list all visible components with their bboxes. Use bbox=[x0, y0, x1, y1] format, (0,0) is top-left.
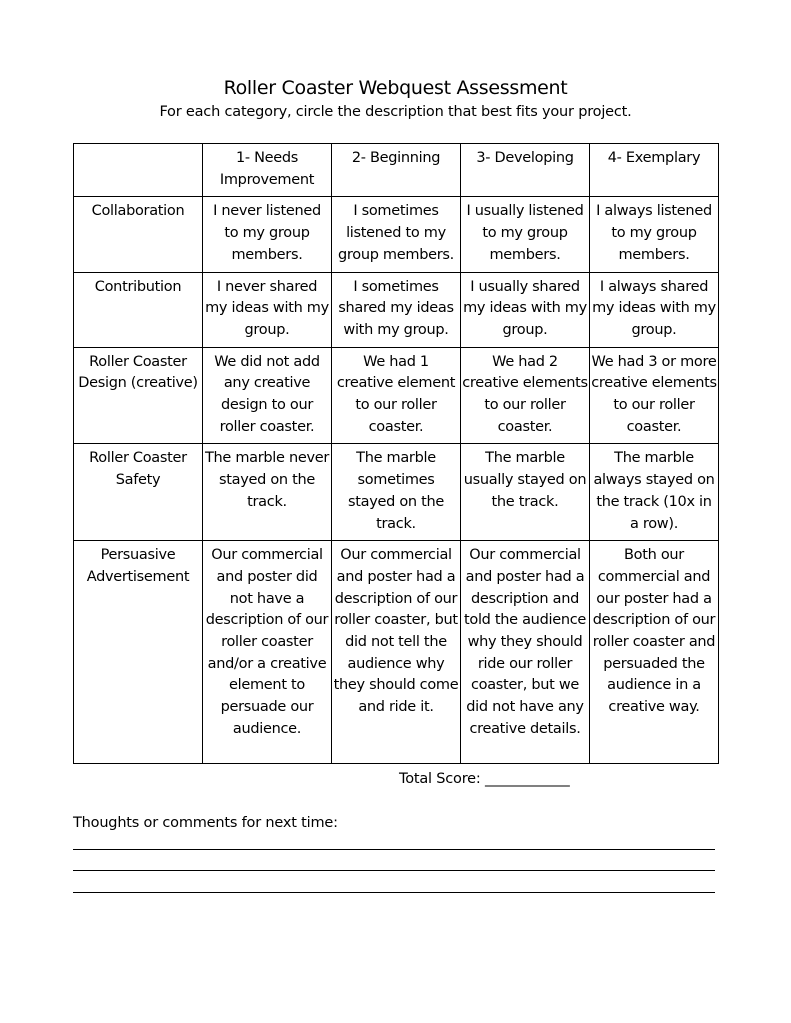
rubric-cell[interactable]: We had 2 creative elements to our roller coaster. bbox=[461, 347, 590, 444]
comments-label: Thoughts or comments for next time: bbox=[73, 815, 338, 831]
rubric-header-row bbox=[74, 144, 719, 197]
rubric-header-level-1: 1- Needs Improvement bbox=[203, 144, 332, 197]
rubric-row-contribution bbox=[74, 272, 719, 347]
rubric-category-cell: Contribution bbox=[74, 272, 203, 347]
rubric-cell[interactable]: We had 3 or more creative elements to our roller coaster. bbox=[590, 347, 719, 444]
rubric-header-level-4: 4- Exemplary bbox=[590, 144, 719, 197]
rubric-cell[interactable]: Our commercial and poster did not have a description of our roller coaster and/or a creative element to persuade our audience. bbox=[203, 541, 332, 764]
rubric-row-safety bbox=[74, 444, 719, 541]
rubric-cell[interactable]: We did not add any creative design to our roller coaster. bbox=[203, 347, 332, 444]
rubric-cell[interactable]: The marble sometimes stayed on the track. bbox=[332, 444, 461, 541]
rubric-row-design bbox=[74, 347, 719, 444]
rubric-cell[interactable]: I usually shared my ideas with my group. bbox=[461, 272, 590, 347]
rubric-cell[interactable]: I always listened to my group members. bbox=[590, 197, 719, 272]
rubric-cell[interactable]: I usually listened to my group members. bbox=[461, 197, 590, 272]
comment-line[interactable] bbox=[73, 870, 715, 871]
comment-line[interactable] bbox=[73, 849, 715, 850]
rubric-cell[interactable]: The marble usually stayed on the track. bbox=[461, 444, 590, 541]
rubric-cell[interactable]: Both our commercial and our poster had a description of our roller coaster and persuaded the audience in a creative way. bbox=[590, 541, 719, 764]
rubric-cell[interactable]: Our commercial and poster had a description and told the audience why they should ride our roller coaster, but we did not have any creative details. bbox=[461, 541, 590, 764]
comment-line[interactable] bbox=[73, 892, 715, 893]
rubric-cell[interactable]: I always shared my ideas with my group. bbox=[590, 272, 719, 347]
rubric-header-level-2: 2- Beginning bbox=[332, 144, 461, 197]
rubric-category-cell: Roller Coaster Safety bbox=[74, 444, 203, 541]
rubric-cell[interactable]: I never listened to my group members. bbox=[203, 197, 332, 272]
rubric-header-level-3: 3- Developing bbox=[461, 144, 590, 197]
rubric-category-cell: Roller Coaster Design (creative) bbox=[74, 347, 203, 444]
rubric-cell[interactable]: I sometimes listened to my group members. bbox=[332, 197, 461, 272]
document-title: Roller Coaster Webquest Assessment bbox=[223, 77, 568, 99]
rubric-cell[interactable]: I never shared my ideas with my group. bbox=[203, 272, 332, 347]
rubric-cell[interactable]: The marble never stayed on the track. bbox=[203, 444, 332, 541]
rubric-table bbox=[73, 143, 719, 764]
rubric-cell[interactable]: I sometimes shared my ideas with my group. bbox=[332, 272, 461, 347]
rubric-cell[interactable]: Our commercial and poster had a description of our roller coaster, but did not tell the audience why they should come and ride it. bbox=[332, 541, 461, 764]
rubric-row-collaboration bbox=[74, 197, 719, 272]
document-instructions: For each category, circle the description that best fits your project. bbox=[159, 104, 632, 120]
rubric-category-cell: Collaboration bbox=[74, 197, 203, 272]
total-score-field[interactable]: Total Score: ____________ bbox=[399, 771, 570, 787]
rubric-cell[interactable]: We had 1 creative element to our roller coaster. bbox=[332, 347, 461, 444]
rubric-category-cell: Persuasive Advertisement bbox=[74, 541, 203, 764]
rubric-header-category bbox=[74, 144, 203, 197]
rubric-cell[interactable]: The marble always stayed on the track (10x in a row). bbox=[590, 444, 719, 541]
rubric-row-advertisement bbox=[74, 541, 719, 764]
